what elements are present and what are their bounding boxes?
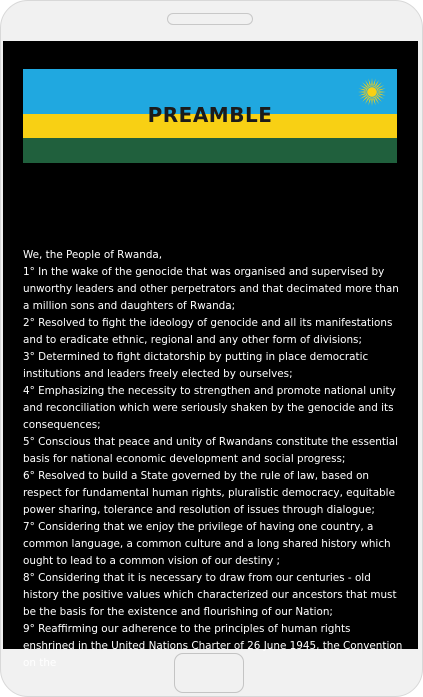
screen[interactable] [3,41,418,669]
preamble-text [23,247,403,672]
flag-band-green [23,138,397,163]
preamble-paragraph: 9° Reaffirming our adherence to the principles of human rights enshrined in the United Nations Charter of 26 June 1945, the Convention on the [23,623,403,669]
home-button[interactable] [174,653,244,693]
preamble-paragraph: 2° Resolved to fight the ideology of genocide and all its manifestations and to eradicate ethnic, regional and any other form of divisions; [23,317,393,346]
preamble-paragraph: 7° Considering that we enjoy the privilege of having one country, a common language, a common culture and a long shared history which ought to lead to a common vision of our destiny ; [23,521,391,567]
preamble-banner [23,69,397,163]
preamble-paragraph: 5° Conscious that peace and unity of Rwandans constitute the essential basis for national economic development and social progress; [23,436,399,465]
preamble-paragraph: 4° Emphasizing the necessity to strengthen and promote national unity and reconciliation which were seriously shaken by the genocide and its consequences; [23,385,396,431]
speaker-slot [167,13,253,25]
preamble-paragraph: 3° Determined to fight dictatorship by putting in place democratic institutions and leaders freely elected by ourselves; [23,351,369,380]
page-title: PREAMBLE [147,103,273,127]
preamble-paragraph: 6° Resolved to build a State governed by the rule of law, based on respect for fundamental human rights, pluralistic democracy, equitable power sharing, tolerance and resolution of issues through dialogue; [23,470,395,516]
preamble-paragraph: 1° In the wake of the genocide that was organised and supervised by unworthy leaders and other perpetrators and that decimated more than a million sons and daughters of Rwanda; [23,266,399,312]
preamble-paragraph: We, the People of Rwanda, [23,249,163,261]
preamble-paragraph: 8° Considering that it is necessary to draw from our centuries - old history the positive values which characterized our ancestors that must be the basis for the existence and flourishing of our Nation; [23,572,397,618]
